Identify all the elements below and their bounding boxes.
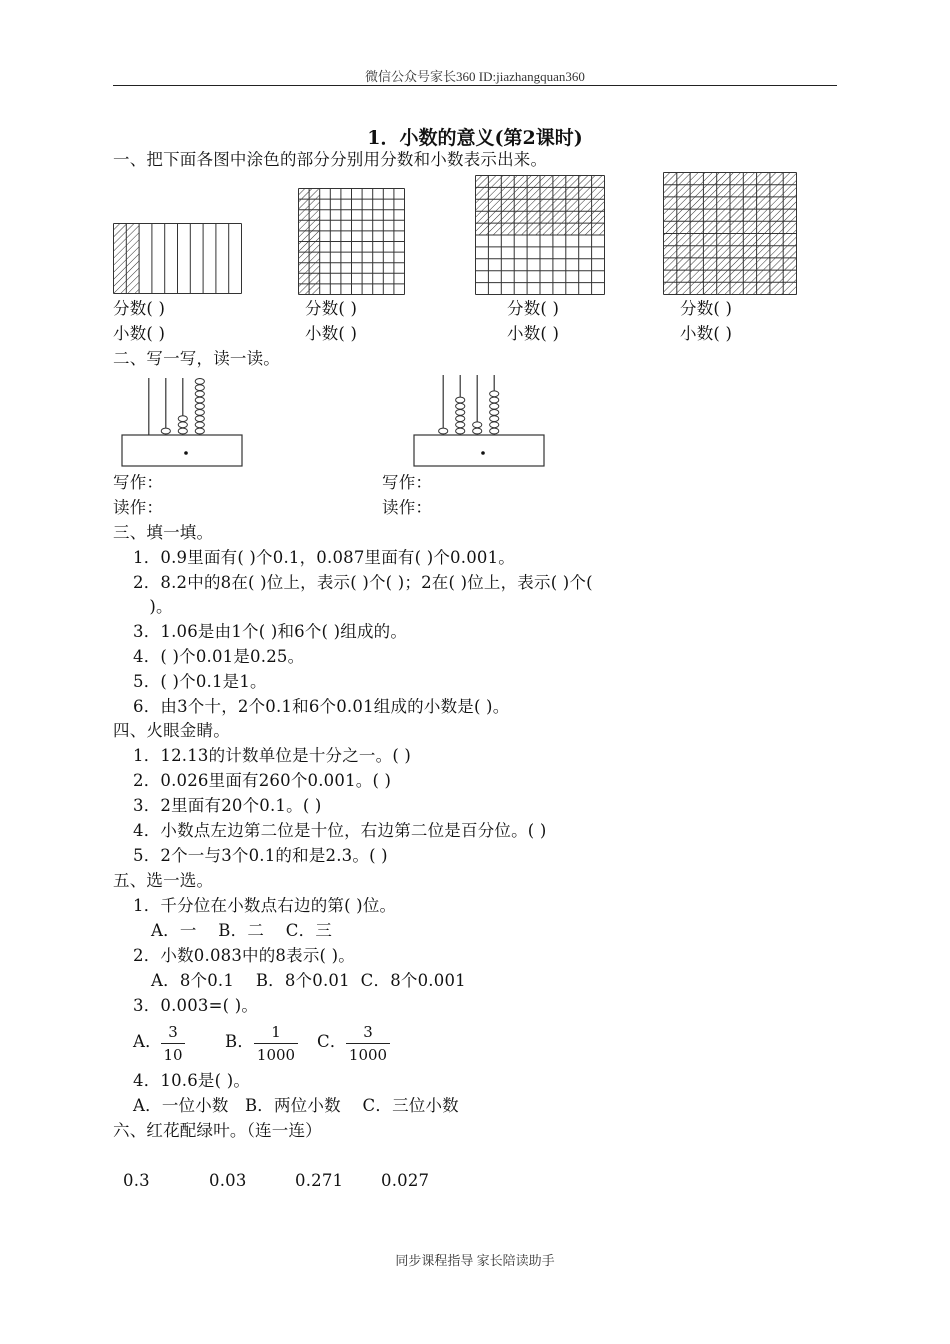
choice-q1: 1．千分位在小数点右边的第( )位。	[133, 896, 397, 915]
abacus-bead	[178, 428, 187, 434]
abacus-bead	[178, 416, 187, 422]
fig4-fraction-label: 分数( )	[680, 299, 733, 318]
abacus-bead	[195, 379, 204, 385]
fig1-fraction-label: 分数( )	[113, 299, 166, 318]
abacus-bead	[178, 422, 187, 428]
abacus-bead	[490, 391, 499, 397]
choice-q2: 2．小数0.083中的8表示( )。	[133, 946, 355, 965]
abacus-bead	[473, 428, 482, 434]
q3-option-b-fraction	[254, 1023, 298, 1064]
page-header: 微信公众号家长360 ID:jiazhangquan360	[365, 69, 585, 84]
fig2-fraction-label: 分数( )	[305, 299, 358, 318]
fig1-decimal-label: 小数( )	[113, 324, 166, 343]
abacus-bead	[490, 422, 499, 428]
section3-heading: 三、填一填。	[113, 523, 214, 542]
fill-item-2-cont: )。	[133, 597, 173, 616]
q3-option-b-denominator: 1000	[256, 1046, 296, 1064]
section2-heading: 二、写一写，读一读。	[113, 349, 280, 368]
abacus-bead	[456, 410, 465, 416]
abacus-bead	[195, 397, 204, 403]
fraction-bar	[346, 1043, 390, 1044]
q3-option-a-fraction	[161, 1023, 185, 1064]
judge-item-1: 1．12.13的计数单位是十分之一。( )	[133, 746, 412, 765]
abacus-bead	[439, 428, 448, 434]
fraction-bar	[254, 1043, 298, 1044]
abacus-bead	[195, 391, 204, 397]
q3-option-c-denominator: 1000	[348, 1046, 388, 1064]
fill-item-4: 4．( )个0.01是0.25。	[133, 647, 305, 666]
abacus-bead	[456, 422, 465, 428]
section5-heading: 五、选一选。	[113, 871, 214, 890]
abacus-bead	[456, 397, 465, 403]
fraction-bar	[161, 1043, 185, 1044]
section4-heading: 四、火眼金睛。	[113, 721, 230, 740]
q3-option-b-numerator: 1	[271, 1023, 281, 1041]
abacus-bead	[490, 416, 499, 422]
abacus-frame	[414, 435, 544, 466]
abacus-bead	[195, 416, 204, 422]
abacus-bead	[490, 397, 499, 403]
fill-item-5: 5．( )个0.1是1。	[133, 672, 267, 691]
abacus-frame	[122, 435, 242, 466]
choice-q4-options: A．一位小数 B．两位小数 C．三位小数	[133, 1096, 459, 1115]
q3-option-c-label: C．	[317, 1032, 347, 1051]
choice-q1-options: A．一 B．二 C．三	[151, 921, 333, 940]
figure-1-strip	[113, 223, 243, 295]
abacus-bead	[195, 403, 204, 409]
abacus2-write-label: 写作：	[382, 473, 433, 492]
abacus2-read-label: 读作：	[382, 498, 433, 517]
fig3-decimal-label: 小数( )	[507, 324, 560, 343]
judge-item-2: 2．0.026里面有260个0.001。( )	[133, 771, 392, 790]
abacus-bead	[195, 422, 204, 428]
figure-3-grid	[475, 175, 606, 296]
figure-4-grid	[663, 172, 798, 296]
abacus-bead	[473, 422, 482, 428]
page-title: 1．小数的意义(第2课时)	[367, 127, 583, 149]
abacus-bead	[456, 403, 465, 409]
fill-item-1: 1．0.9里面有( )个0.1，0.087里面有( )个0.001。	[133, 548, 515, 567]
abacus-bead	[490, 403, 499, 409]
judge-item-3: 3．2里面有20个0.1。( )	[133, 796, 322, 815]
q3-option-c-fraction	[346, 1023, 390, 1064]
fill-item-3: 3．1.06是由1个( )和6个( )组成的。	[133, 622, 408, 641]
abacus-bead	[456, 416, 465, 422]
match-value-2: 0.03	[209, 1171, 247, 1190]
q3-option-a-label: A．	[133, 1032, 162, 1051]
fill-item-2: 2．8.2中的8在( )位上，表示( )个( )；2在( )位上，表示( )个(	[133, 573, 593, 592]
judge-item-4: 4．小数点左边第二位是十位，右边第二位是百分位。( )	[133, 821, 547, 840]
q3-option-a-numerator: 3	[168, 1023, 178, 1041]
match-value-3: 0.271	[295, 1171, 344, 1190]
choice-q4: 4．10.6是( )。	[133, 1071, 251, 1090]
fig2-decimal-label: 小数( )	[305, 324, 358, 343]
q3-option-a-denominator: 10	[163, 1046, 183, 1064]
q3-option-c-numerator: 3	[363, 1023, 373, 1041]
abacus-2	[412, 371, 546, 470]
abacus-bead	[456, 428, 465, 434]
section1-heading: 一、把下面各图中涂色的部分分别用分数和小数表示出来。	[113, 150, 548, 169]
abacus-bead	[195, 385, 204, 391]
choice-q2-options: A．8个0.1 B．8个0.01 C．8个0.001	[151, 971, 466, 990]
choice-q3: 3．0.003=( )。	[133, 996, 259, 1015]
judge-item-5: 5．2个一与3个0.1的和是2.3。( )	[133, 846, 388, 865]
decimal-point-dot	[184, 451, 188, 455]
abacus1-read-label: 读作：	[113, 498, 164, 517]
fig3-fraction-label: 分数( )	[507, 299, 560, 318]
fig4-decimal-label: 小数( )	[680, 324, 733, 343]
abacus-bead	[490, 428, 499, 434]
decimal-point-dot	[481, 451, 485, 455]
abacus1-write-label: 写作：	[113, 473, 164, 492]
match-value-1: 0.3	[123, 1171, 150, 1190]
abacus-bead	[490, 410, 499, 416]
abacus-bead	[195, 428, 204, 434]
abacus-bead	[195, 410, 204, 416]
match-value-4: 0.027	[381, 1171, 430, 1190]
abacus-1	[120, 374, 244, 470]
section6-heading: 六、红花配绿叶。（连一连）	[113, 1121, 322, 1140]
page-footer: 同步课程指导 家长陪读助手	[395, 1253, 555, 1268]
fill-item-6: 6．由3个十，2个0.1和6个0.01组成的小数是( )。	[133, 697, 510, 716]
q3-option-b-label: B．	[225, 1032, 255, 1051]
abacus-bead	[161, 428, 170, 434]
figure-2-grid	[298, 188, 406, 296]
header-rule	[113, 85, 837, 86]
